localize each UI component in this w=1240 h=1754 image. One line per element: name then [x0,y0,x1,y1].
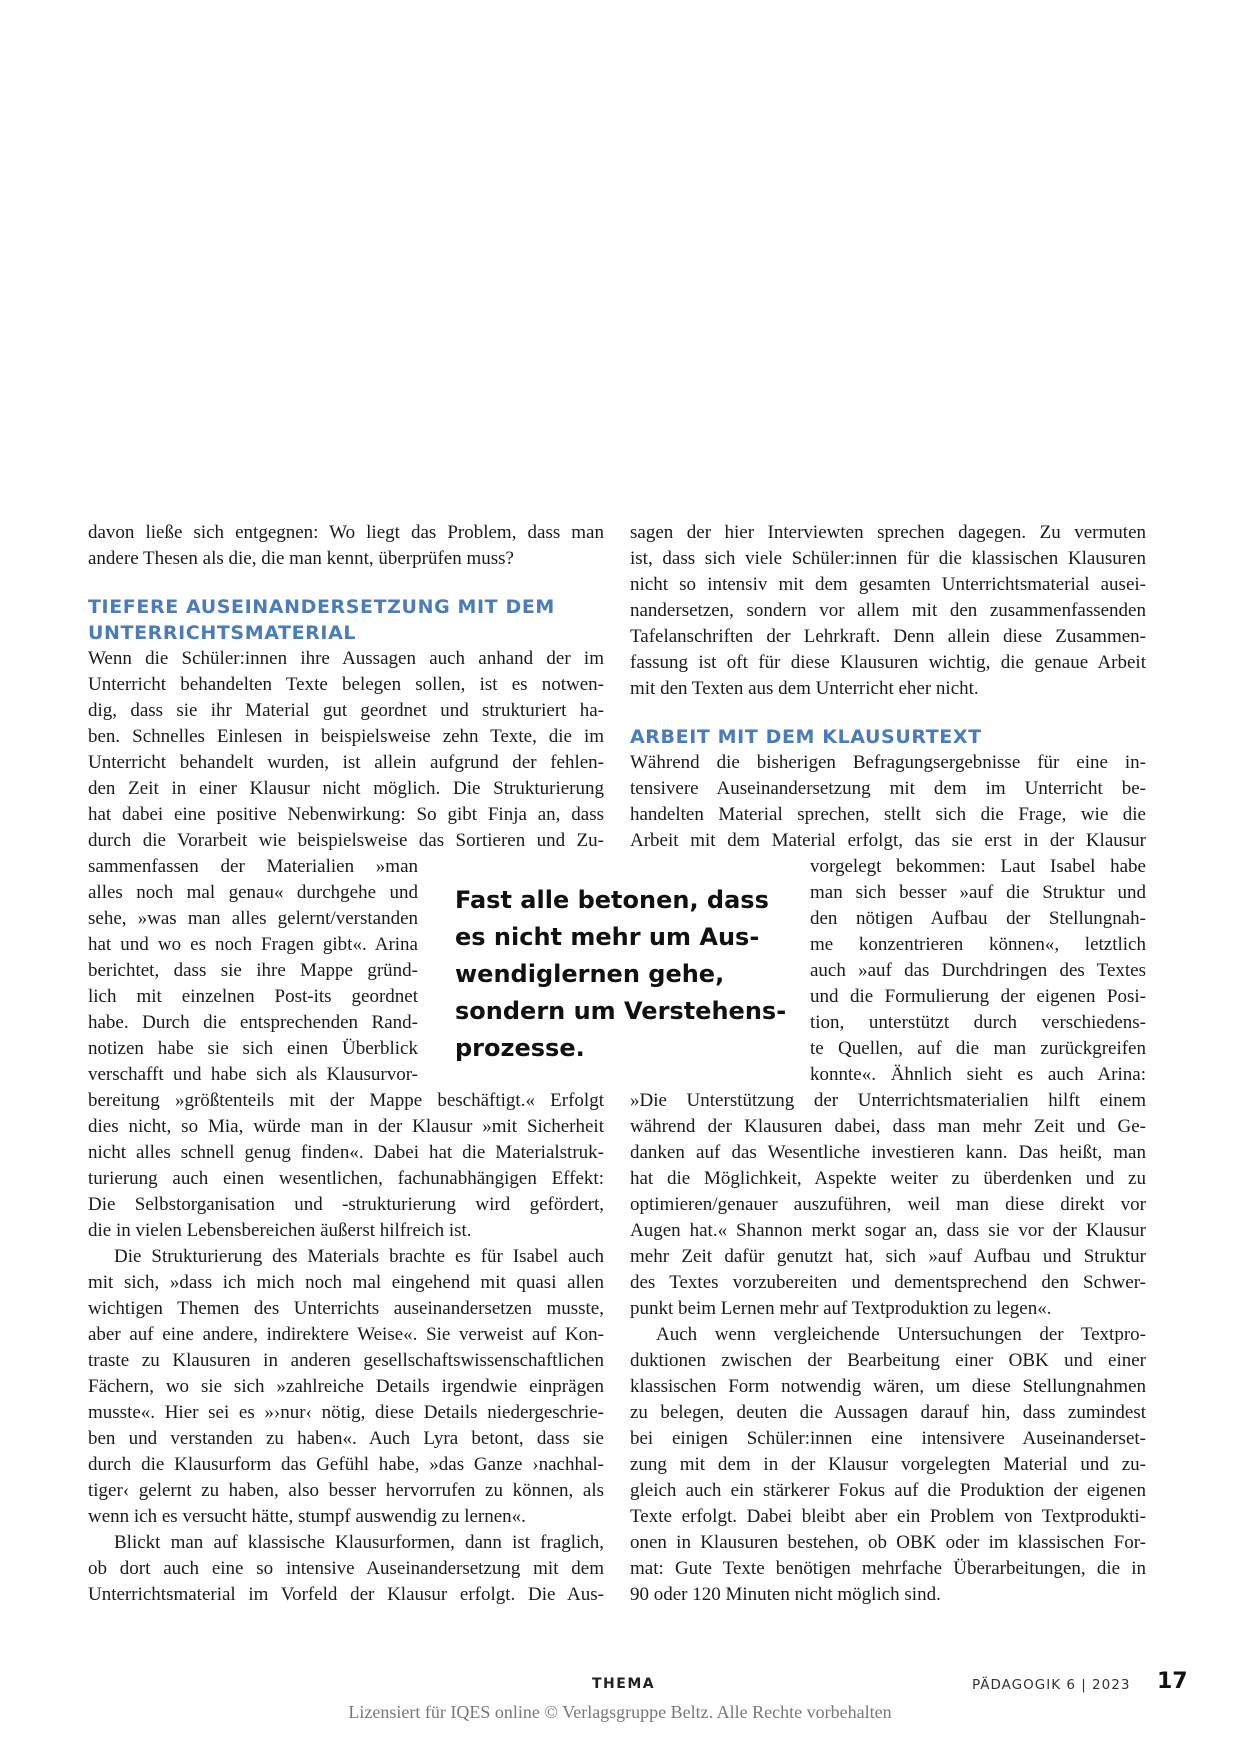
text-line: Unterrichtsmaterial im Vorfeld der Klausur erfolgt. Die Aus- [88,1584,604,1605]
text-line: Wenn die Schüler:innen ihre Aussagen auch anhand der im [88,648,604,669]
text-line: man sich besser »auf die Struktur und [810,882,1146,903]
text-line: wenn ich es versucht hätte, stumpf auswendig zu lernen«. [88,1506,526,1527]
text-line: tiger‹ gelernt zu haben, also besser hervorrufen zu können, als [88,1480,604,1501]
text-line: verschafft und habe sich als Klausurvor- [88,1064,418,1085]
text-line: mehr Zeit dafür genutzt hat, sich »auf Aufbau und Struktur [630,1246,1146,1267]
text-line: durch die Vorarbeit wie beispielsweise das Sortieren und Zu- [88,830,604,851]
text-line: auch »auf das Durchdringen des Textes [810,960,1146,981]
text-line: punkt beim Lernen mehr auf Textproduktion zu legen«. [630,1298,1052,1319]
text-line: des Textes vorzubereiten und dementsprechend den Schwer- [630,1272,1146,1293]
section-heading: UNTERRICHTSMATERIAL [88,622,357,644]
text-line: Fächern, wo sie sich »zahlreiche Details irgendwie einprägen [88,1376,604,1397]
text-line: Arbeit mit dem Material erfolgt, das sie erst in der Klausur [630,830,1146,851]
text-line: tensivere Auseinandersetzung mit dem im Unterricht be- [630,778,1146,799]
text-line: Blickt man auf klassische Klausurformen, dann ist fraglich, [114,1532,604,1553]
text-line: ob dort auch eine so intensive Auseinandersetzung mit dem [88,1558,604,1579]
pull-quote-line: prozesse. [455,1034,585,1062]
text-line: nicht alles schnell genug finden«. Dabei hat die Materialstruk- [88,1142,604,1163]
text-line: Texte erfolgt. Dabei bleibt aber ein Problem von Textprodukti- [630,1506,1146,1527]
text-line: gleich auch ein stärkerer Fokus auf die Produktion der eigenen [630,1480,1146,1501]
text-line: konnte«. Ähnlich sieht es auch Arina: [810,1064,1146,1085]
text-line: klassischen Form notwendig wären, um diese Stellungnahmen [630,1376,1146,1397]
section-heading: ARBEIT MIT DEM KLAUSURTEXT [630,726,982,748]
text-line: den nötigen Aufbau der Stellungnah- [810,908,1146,929]
text-line: sehe, »was man alles gelernt/verstanden [88,908,418,929]
text-line: te Quellen, auf die man zurückgreifen [810,1038,1146,1059]
text-line: davon ließe sich entgegnen: Wo liegt das Problem, dass man [88,522,604,543]
pull-quote-line: sondern um Verstehens- [455,997,787,1025]
text-line: nandersetzen, sondern vor allem mit den zusammenfassenden [630,600,1146,621]
text-line: mit sich, »dass ich mich noch mal eingehend mit quasi allen [88,1272,604,1293]
license-notice: Lizensiert für IQES online © Verlagsgruppe Beltz. Alle Rechte vorbehalten [348,1702,892,1722]
pull-quote-line: wendiglernen gehe, [455,960,725,988]
text-line: notizen habe sie sich einen Überblick [88,1038,418,1059]
text-line: Unterricht behandelten Texte belegen sollen, ist es notwen- [88,674,604,695]
text-line: zu belegen, deuten die Aussagen darauf hin, dass zumindest [630,1402,1146,1423]
text-line: wichtigen Themen des Unterrichts auseinandersetzen musste, [88,1298,604,1319]
text-line: Auch wenn vergleichende Untersuchungen der Textpro- [656,1324,1146,1345]
text-line: Augen hat.« Shannon merkt sogar an, dass sie vor der Klausur [630,1220,1146,1241]
text-line: dig, dass sie ihr Material gut geordnet und strukturiert ha- [88,700,604,721]
text-line: 90 oder 120 Minuten nicht möglich sind. [630,1584,941,1605]
text-line: alles noch mal genau« durchgehe und [88,882,418,903]
text-line: hat dabei eine positive Nebenwirkung: So gibt Finja an, dass [88,804,604,825]
text-line: »Die Unterstützung der Unterrichtsmaterialien hilft einem [630,1090,1146,1111]
text-line: bereitung »größtenteils mit der Mappe beschäftigt.« Erfolgt [88,1090,604,1111]
pull-quote-line: es nicht mehr um Aus- [455,923,760,951]
text-line: traste zu Klausuren in anderen gesellschaftswissenschaftlichen [88,1350,604,1371]
text-line: Während die bisherigen Befragungsergebnisse für eine in- [630,752,1146,773]
text-line: zung mit dem in der Klausur vorgelegten Material und zu- [630,1454,1146,1475]
text-line: sagen der hier Interviewten sprechen dagegen. Zu vermuten [630,522,1146,543]
pull-quote [455,882,785,1067]
text-line: fassung ist oft für diese Klausuren wichtig, die genaue Arbeit [630,652,1146,673]
text-line: aber auf eine andere, indirektere Weise«. Sie verweist auf Kon- [88,1324,604,1345]
text-line: Tafelanschriften der Lehrkraft. Denn allein diese Zusammen- [630,626,1146,647]
text-line: sammenfassen der Materialien »man [88,856,418,877]
text-line: hat die Möglichkeit, Aspekte weiter zu überdenken und zu [630,1168,1146,1189]
text-line: andere Thesen als die, die man kennt, überprüfen muss? [88,548,514,569]
text-line: onen in Klausuren bestehen, ob OBK oder im klassischen For- [630,1532,1146,1553]
section-heading: TIEFERE AUSEINANDERSETZUNG MIT DEM [88,596,555,618]
text-line: optimieren/genauer auszuführen, weil man diese direkt vor [630,1194,1146,1215]
footer-issue-label: PÄDAGOGIK 6 | 2023 [972,1677,1131,1693]
text-line: lich mit einzelnen Post-its geordnet [88,986,418,1007]
text-line: Die Strukturierung des Materials brachte es für Isabel auch [114,1246,604,1267]
text-line: me konzentrieren können«, letztlich [810,934,1146,955]
text-line: vorgelegt bekommen: Laut Isabel habe [810,856,1146,877]
text-line: dies nicht, so Mia, würde man in der Klausur »mit Sicherheit [88,1116,604,1137]
text-line: Unterricht behandelt wurden, ist allein aufgrund der fehlen- [88,752,604,773]
text-line: durch die Klausurform das Gefühl habe, »das Ganze ›nachhal- [88,1454,604,1475]
text-line: musste«. Hier sei es »›nur‹ nötig, diese Details niedergeschrie- [88,1402,604,1423]
text-line: danken auf das Wesentliche investieren kann. Das heißt, man [630,1142,1146,1163]
text-line: mat: Gute Texte benötigen mehrfache Überarbeitungen, die in [630,1558,1146,1579]
text-line: tion, unterstützt durch verschiedens- [810,1012,1146,1033]
text-line: handelten Material sprechen, stellt sich die Frage, wie die [630,804,1146,825]
pull-quote-line: Fast alle betonen, dass [455,886,769,914]
page-number: 17 [1157,1669,1188,1694]
text-line: ben und verstanden zu haben«. Auch Lyra betont, dass sie [88,1428,604,1449]
text-line: während der Klausuren dabei, dass man mehr Zeit und Ge- [630,1116,1146,1137]
footer-section-label: THEMA [592,1676,656,1692]
text-line: duktionen zwischen der Bearbeitung einer OBK und einer [630,1350,1146,1371]
text-line: bei einigen Schüler:innen eine intensivere Auseinanderset- [630,1428,1146,1449]
text-line: hat und wo es noch Fragen gibt«. Arina [88,934,418,955]
text-line: habe. Durch die entsprechenden Rand- [88,1012,418,1033]
text-line: Die Selbstorganisation und -strukturierung wird gefördert, [88,1194,604,1215]
text-line: und die Formulierung der eigenen Posi- [810,986,1146,1007]
text-line: turierung auch einen wesentlichen, fachunabhängigen Effekt: [88,1168,604,1189]
text-line: mit den Texten aus dem Unterricht eher nicht. [630,678,979,699]
text-line: ben. Schnelles Einlesen in beispielsweise zehn Texte, die im [88,726,604,747]
text-line: die in vielen Lebensbereichen äußerst hilfreich ist. [88,1220,472,1241]
text-line: berichtet, dass sie ihre Mappe gründ- [88,960,418,981]
text-line: ist, dass sich viele Schüler:innen für die klassischen Klausuren [630,548,1146,569]
text-line: den Zeit in einer Klausur nicht möglich. Die Strukturierung [88,778,604,799]
text-line: nicht so intensiv mit dem gesamten Unterrichtsmaterial ausei- [630,574,1146,595]
